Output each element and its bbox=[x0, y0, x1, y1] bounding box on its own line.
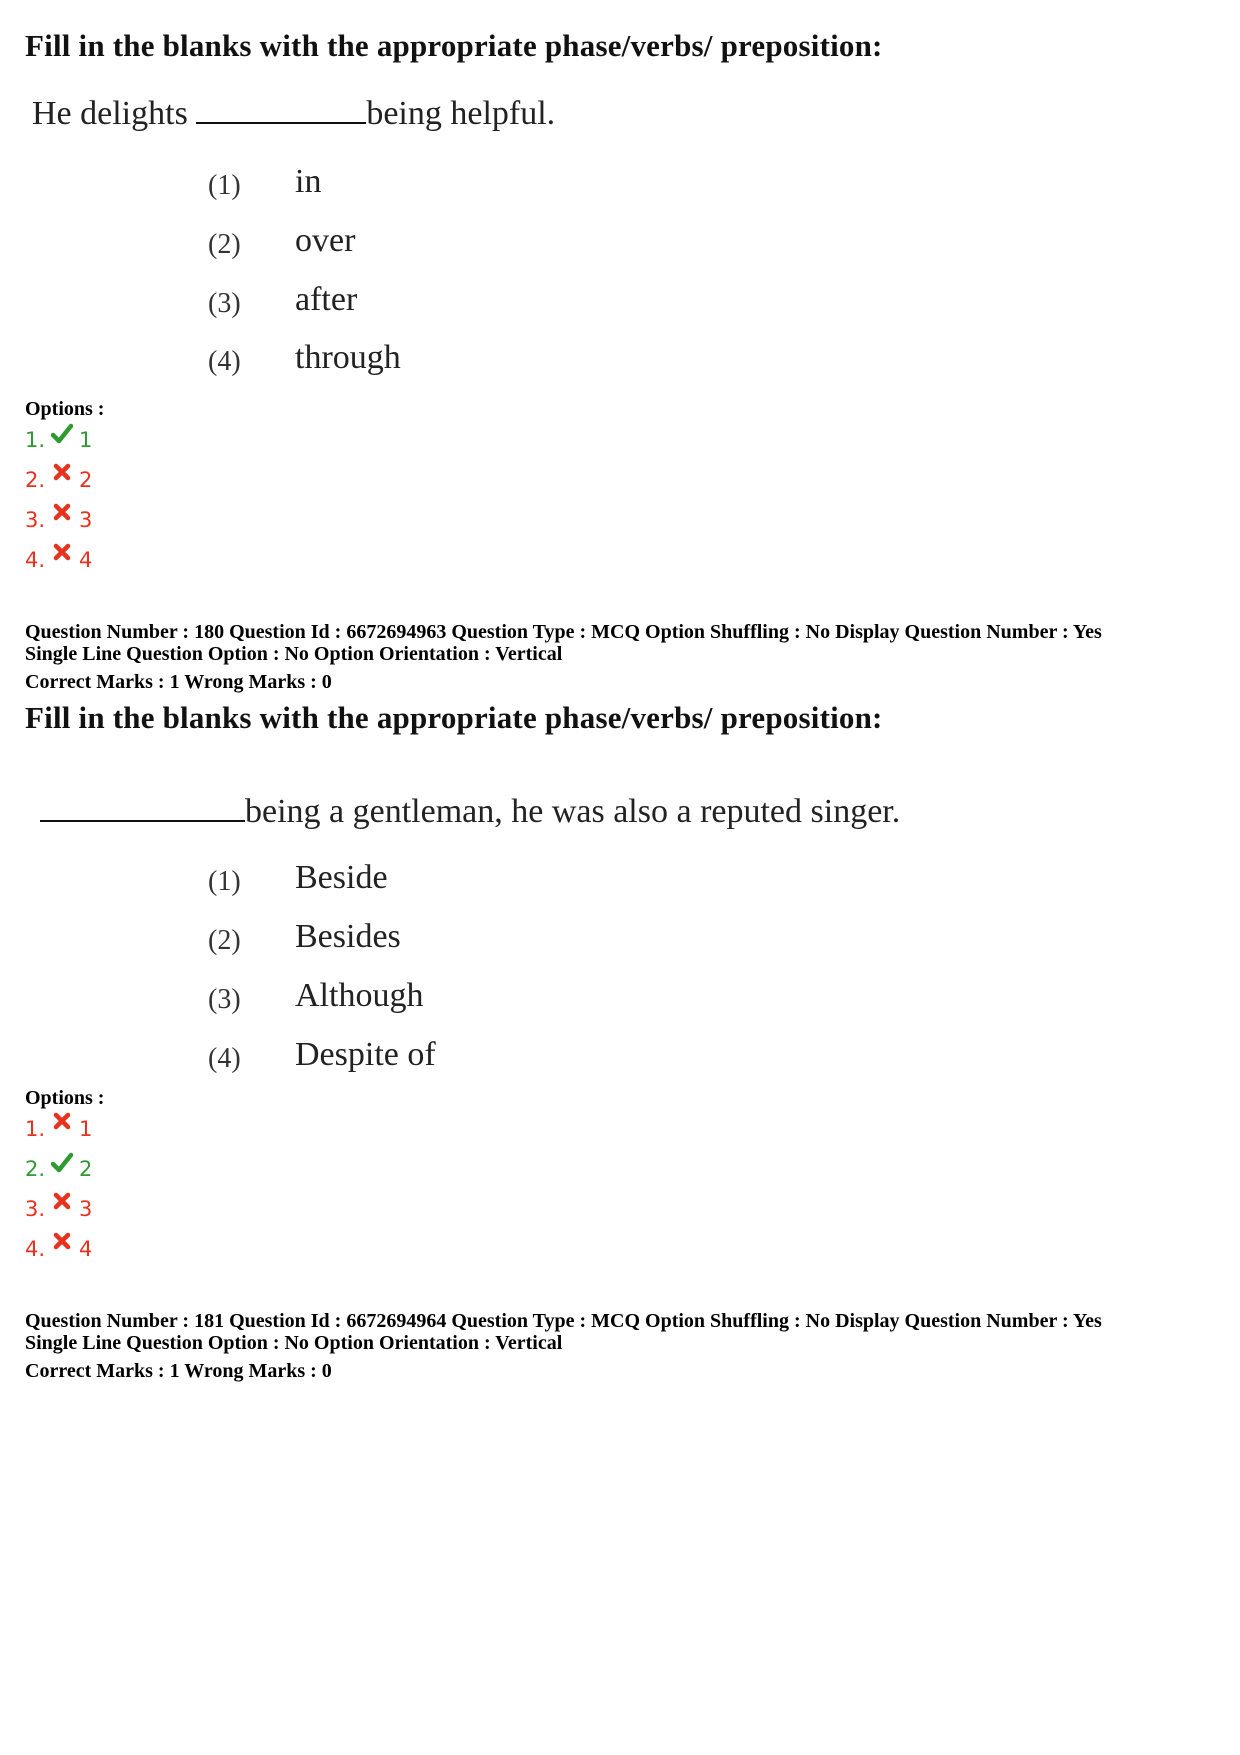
option-index: 1. bbox=[25, 1117, 46, 1141]
question-sentence bbox=[32, 92, 555, 133]
choice-text: in bbox=[295, 163, 322, 200]
option-value: 3 bbox=[79, 508, 93, 532]
option-row[interactable] bbox=[25, 1237, 92, 1261]
choice-number: (4) bbox=[208, 1043, 241, 1074]
question-heading: Fill in the blanks with the appropriate phase/verbs/ preposition: bbox=[25, 700, 883, 735]
sentence-end: being a gentleman, he was also a reputed singer. bbox=[245, 793, 901, 830]
cross-icon bbox=[51, 463, 73, 485]
answer-blank bbox=[40, 790, 245, 822]
option-index: 4. bbox=[25, 1237, 46, 1261]
option-value: 4 bbox=[79, 1237, 93, 1261]
option-row[interactable] bbox=[25, 1157, 92, 1181]
choice-text: through bbox=[295, 339, 401, 376]
option-row[interactable] bbox=[25, 428, 92, 452]
sentence-start: He delights bbox=[32, 95, 197, 132]
choice-number: (1) bbox=[208, 170, 241, 201]
question-meta-line: Single Line Question Option : No Option Orientation : Vertical bbox=[25, 1332, 563, 1354]
answer-blank bbox=[196, 92, 366, 124]
sentence-end: being helpful. bbox=[366, 95, 556, 132]
option-index: 2. bbox=[25, 1157, 46, 1181]
question-marks: Correct Marks : 1 Wrong Marks : 0 bbox=[25, 671, 332, 693]
option-row[interactable] bbox=[25, 468, 92, 492]
question-heading: Fill in the blanks with the appropriate phase/verbs/ preposition: bbox=[25, 28, 883, 63]
choice-text: Although bbox=[295, 977, 424, 1014]
option-index: 4. bbox=[25, 548, 46, 572]
options-label: Options : bbox=[25, 1087, 105, 1109]
option-value: 1 bbox=[79, 1117, 93, 1141]
cross-icon bbox=[51, 503, 73, 525]
option-row[interactable] bbox=[25, 1197, 92, 1221]
cross-icon bbox=[51, 1232, 73, 1254]
choice-text: after bbox=[295, 281, 358, 318]
question-marks: Correct Marks : 1 Wrong Marks : 0 bbox=[25, 1360, 332, 1382]
option-value: 4 bbox=[79, 548, 93, 572]
option-index: 1. bbox=[25, 428, 46, 452]
cross-icon bbox=[51, 1192, 73, 1214]
option-value: 1 bbox=[79, 428, 93, 452]
options-label: Options : bbox=[25, 398, 105, 420]
check-icon bbox=[51, 1152, 73, 1174]
option-index: 2. bbox=[25, 468, 46, 492]
choice-number: (3) bbox=[208, 984, 241, 1015]
option-row[interactable] bbox=[25, 1117, 92, 1141]
choice-number: (4) bbox=[208, 346, 241, 377]
choice-text: Beside bbox=[295, 859, 388, 896]
question-meta-line: Question Number : 181 Question Id : 6672694964 Question Type : MCQ Option Shuffling : No Display Question Number : Yes bbox=[25, 1310, 1102, 1332]
option-index: 3. bbox=[25, 508, 46, 532]
option-row[interactable] bbox=[25, 548, 92, 572]
choice-text: Besides bbox=[295, 918, 401, 955]
check-icon bbox=[51, 423, 73, 445]
choice-number: (2) bbox=[208, 925, 241, 956]
question-meta-line: Question Number : 180 Question Id : 6672694963 Question Type : MCQ Option Shuffling : No Display Question Number : Yes bbox=[25, 621, 1102, 643]
cross-icon bbox=[51, 1112, 73, 1134]
choice-number: (2) bbox=[208, 229, 241, 260]
choice-text: Despite of bbox=[295, 1036, 436, 1073]
cross-icon bbox=[51, 543, 73, 565]
choice-number: (1) bbox=[208, 866, 241, 897]
question-sentence bbox=[40, 790, 900, 831]
option-value: 2 bbox=[79, 1157, 93, 1181]
option-value: 3 bbox=[79, 1197, 93, 1221]
option-row[interactable] bbox=[25, 508, 92, 532]
choice-number: (3) bbox=[208, 288, 241, 319]
option-value: 2 bbox=[79, 468, 93, 492]
choice-text: over bbox=[295, 222, 356, 259]
question-meta-line: Single Line Question Option : No Option Orientation : Vertical bbox=[25, 643, 563, 665]
option-index: 3. bbox=[25, 1197, 46, 1221]
